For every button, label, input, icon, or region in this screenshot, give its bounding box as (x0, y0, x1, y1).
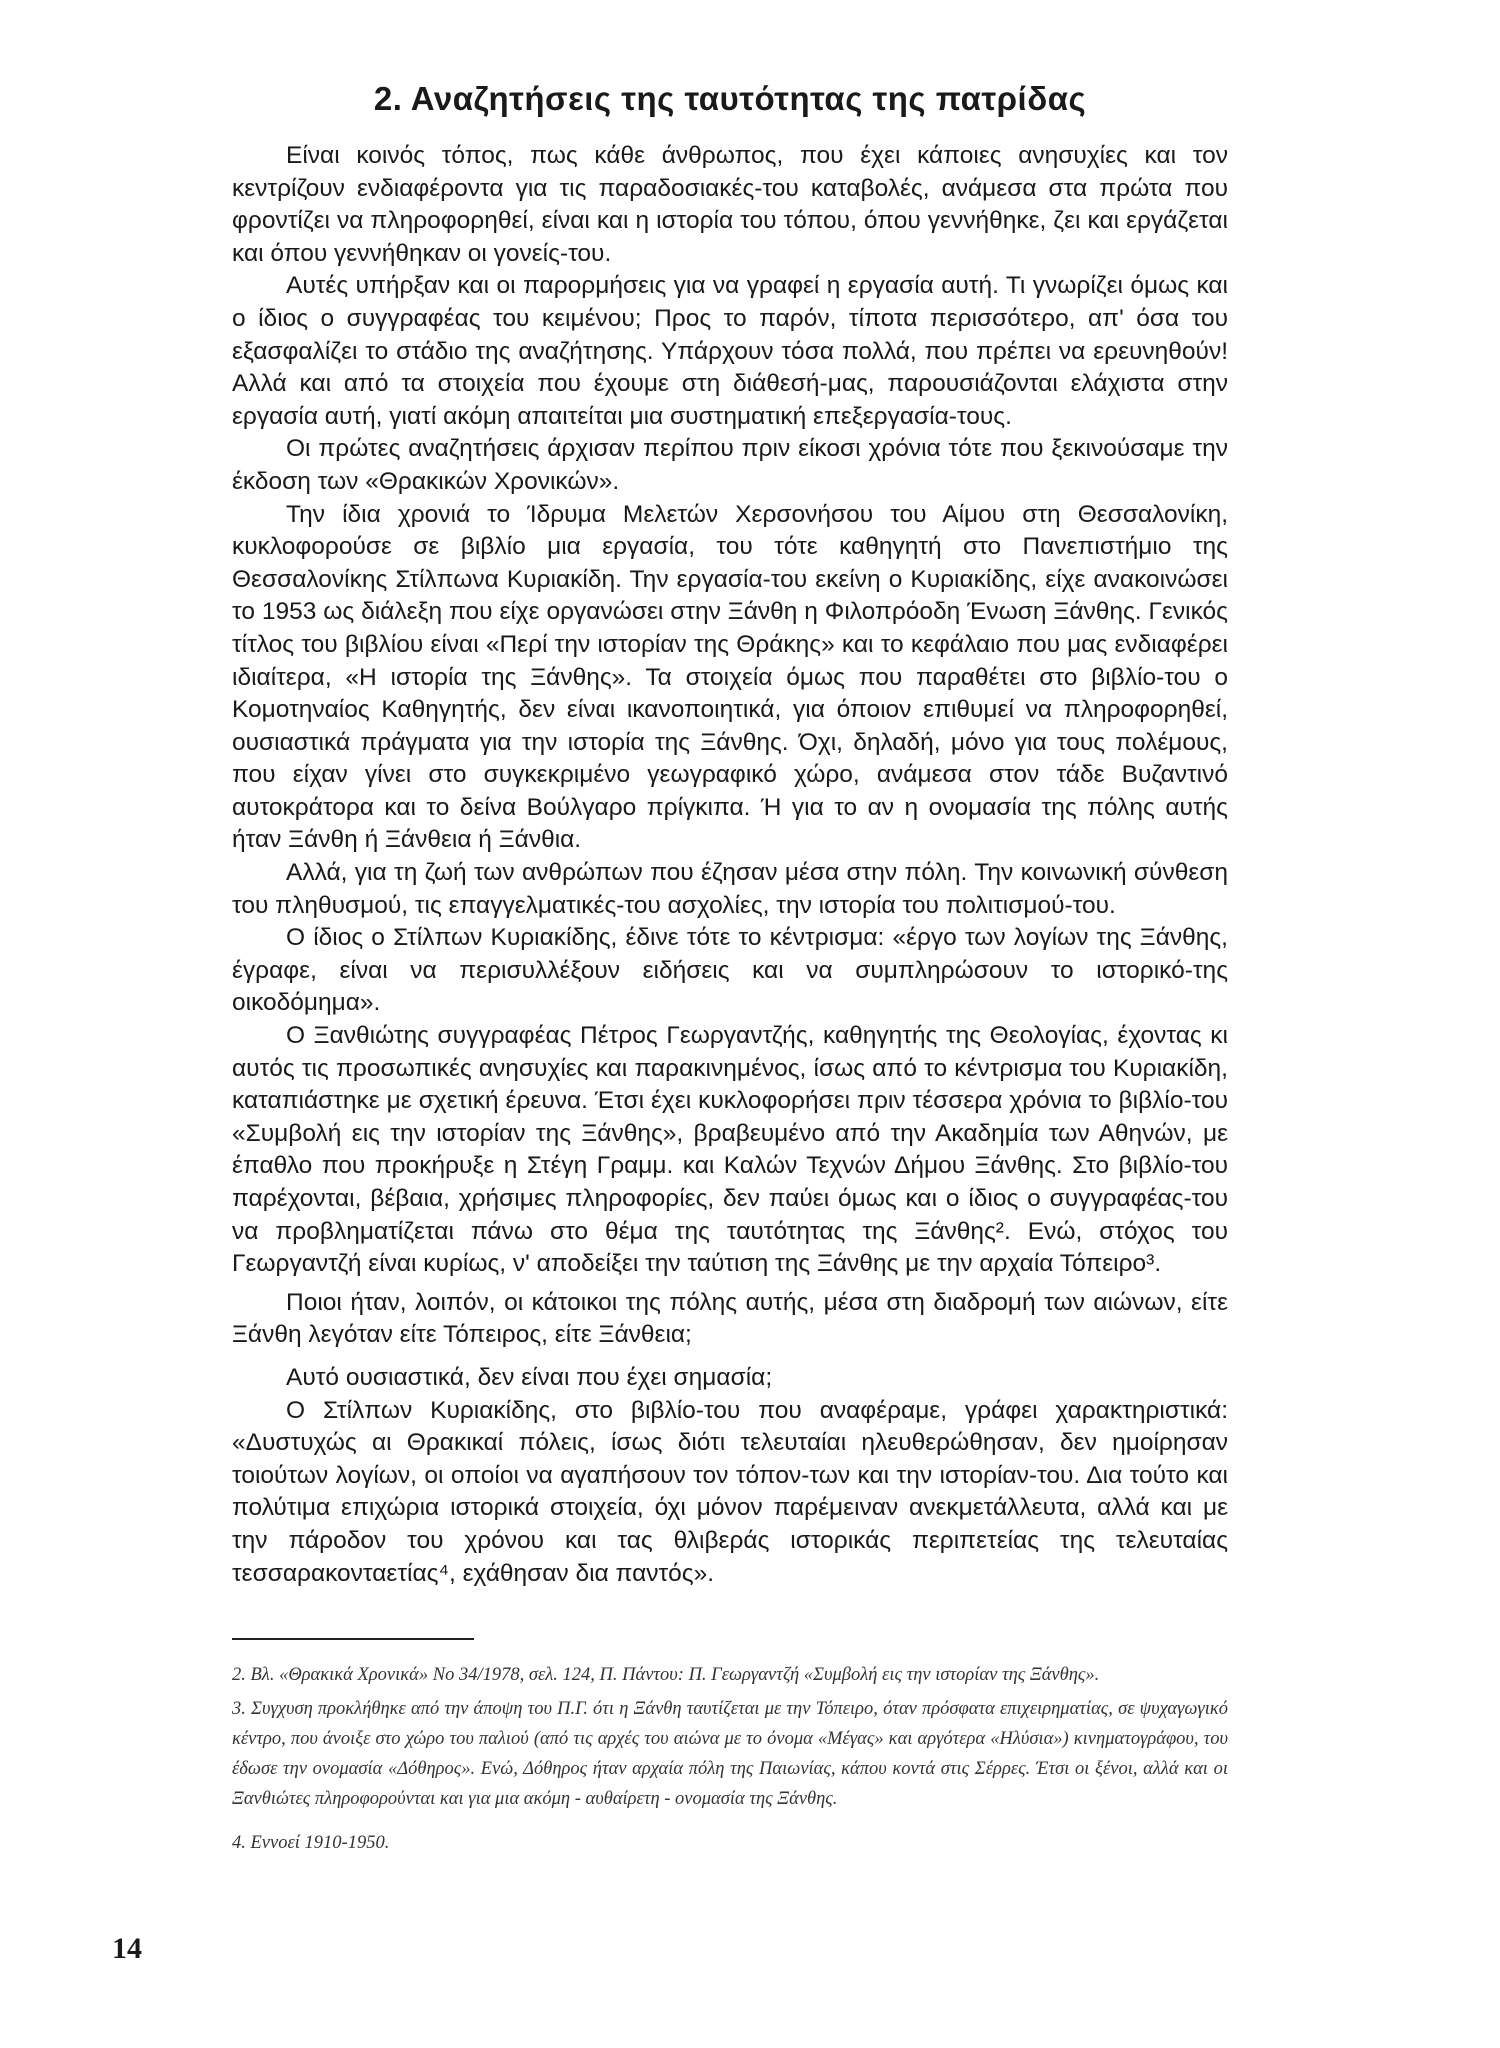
paragraph: Αυτές υπήρξαν και οι παρορμήσεις για να γραφεί η εργασία αυτή. Τι γνωρίζει όμως και ο ίδιος ο συγγραφέας του κειμένου; Προς το παρόν, τίποτα περισσότερο, απ' όσα του εξασφαλίζει το στάδιο της αναζήτησης. Υπάρχουν τόσα πολλά, που πρέπει να ερευνηθούν! Αλλά και από τα στοιχεία που έχουμε στη διάθεσή-μας, παρουσιάζονται ελάχιστα στην εργασία αυτή, γιατί ακόμη απαιτείται μια συστηματική επεξεργασία-τους. (232, 272, 1228, 430)
paragraph: Ποιοι ήταν, λοιπόν, οι κάτοικοι της πόλης αυτής, μέσα στη διαδρομή των αιώνων, είτε Ξάνθη λεγόταν είτε Τόπειρος, είτε Ξάνθεια; (232, 1288, 1228, 1349)
paragraph: Οι πρώτες αναζητήσεις άρχισαν περίπου πριν είκοσι χρόνια τότε που ξεκινούσαμε την έκδοση των «Θρακικών Χρονικών». (232, 435, 1228, 495)
paragraph: Την ίδια χρονιά το Ίδρυμα Μελετών Χερσονήσου του Αίμου στη Θεσσαλονίκη, κυκλοφορούσε σε βιβλίο μια εργασία, του τότε καθηγητή στο Πανεπιστήμιο της Θεσσαλονίκης Στίλπωνα Κυριακίδη. Την εργασία-του εκείνη ο Κυριακίδης, είχε ανακοινώσει το 1953 ως διάλεξη που είχε οργανώσει στην Ξάνθη η Φιλοπρόοδη Ένωση Ξάνθης. Γενικός τίτλος του βιβλίου είναι «Περί την ιστορίαν της Θράκης» και το κεφάλαιο που μας ενδιαφέρει ιδιαίτερα, «Η ιστορία της Ξάνθης». Τα στοιχεία όμως που παραθέτει στο βιβλίο-του ο Κομοτηναίος Καθηγητής, δεν είναι ικανοποιητικά, για όποιον επιθυμεί να πληροφορηθεί, ουσιαστικά πράγματα για την ιστορία της Ξάνθης. Όχι, δηλαδή, μόνο για τους πολέμους, που είχαν γίνει στο συγκεκριμένο γεωγραφικό χώρο, ανάμεσα στον τάδε Βυζαντινό αυτοκράτορα και το δείνα Βούλγαρο πρίγκιπα. Ή για το αν η ονομασία της πόλης αυτής ήταν Ξάνθη ή Ξάνθεια ή Ξάνθια. (232, 500, 1228, 854)
footnotes (232, 1660, 1228, 1862)
paragraph: Ο Ξανθιώτης συγγραφέας Πέτρος Γεωργαντζής, καθηγητής της Θεολογίας, έχοντας κι αυτός τις προσωπικές ανησυχίες και παρακινημένος, ίσως από το κέντρισμα του Κυριακίδη, καταπιάστηκε με σχετική έρευνα. Έτσι έχει κυκλοφορήσει πριν τέσσερα χρόνια το βιβλίο-του «Συμβολή εις την ιστορίαν της Ξάνθης», βραβευμένο από την Ακαδημία των Αθηνών, με έπαθλο που προκήρυξε η Στέγη Γραμμ. και Καλών Τεχνών Δήμου Ξάνθης. Στο βιβλίο-του παρέχονται, βέβαια, χρήσιμες πληροφορίες, δεν παύει όμως και ο ίδιος ο συγγραφέας-του να προβληματίζεται πάνω στο θέμα της ταυτότητας της Ξάνθης². Ενώ, στόχος του Γεωργαντζή είναι κυρίως, ν' αποδείξει την ταύτιση της Ξάνθης με την αρχαία Τόπειρο³. (232, 1022, 1228, 1278)
footnote-3: 3. Συγχυση προκλήθηκε από την άποψη του Π.Γ. ότι η Ξάνθη ταυτίζεται με την Τόπειρο, όταν πρόσφατα επιχειρηματίας, σε ψυχαγωγικό κέντρο, που άνοιξε στο χώρο του παλιού (από τις αρχές του αιώνα με το όνομα «Μέγας» και αργότερα «Ηλύσια») κινηματογράφου, του έδωσε την ονομασία «Δόθηρος». Ενώ, Δόθηρος ήταν αρχαία πόλη της Παιωνίας, κάπου κοντά στις Σέρρες. Έτσι οι ξένοι, αλλά και οι Ξανθιώτες πληροφορούνται και για μια ακόμη - αυθαίρετη - ονομασία της Ξάνθης. (232, 1699, 1228, 1809)
footnote-2: 2. Βλ. «Θρακικά Χρονικά» Νο 34/1978, σελ. 124, Π. Πάντου: Π. Γεωργαντζή «Συμβολή εις την ιστορίαν της Ξάνθης». (232, 1665, 1100, 1685)
paragraph: Ο ίδιος ο Στίλπων Κυριακίδης, έδινε τότε το κέντρισμα: «έργο των λογίων της Ξάνθης, έγραφε, είναι να περισυλλέξουν ειδήσεις και να συμπληρώσουν το ιστορικό-της οικοδόμημα». (232, 924, 1228, 1017)
paragraph: Αυτό ουσιαστικά, δεν είναι που έχει σημασία; (286, 1363, 773, 1391)
paragraph: Είναι κοινός τόπος, πως κάθε άνθρωπος, που έχει κάποιες ανησυχίες και τον κεντρίζουν ενδιαφέροντα για τις παραδοσιακές-του καταβολές, ανάμεσα στα πρώτα που φροντίζει να πληροφορηθεί, είναι και η ιστορία του τόπου, όπου γεννήθηκε, ζει και εργάζεται και όπου γεννήθηκαν οι γονείς-του. (232, 142, 1228, 267)
paragraph: Αλλά, για τη ζωή των ανθρώπων που έζησαν μέσα στην πόλη. Την κοινωνική σύνθεση του πληθυσμού, τις επαγγελματικές-του ασχολίες, την ιστορία του πολιτισμού-του. (232, 859, 1228, 919)
page-title: 2. Αναζητήσεις της ταυτότητας της πατρίδας (373, 80, 1087, 117)
page-number: 14 (112, 1932, 142, 1965)
footnote-divider (232, 1638, 474, 1640)
footnote-4: 4. Εννοεί 1910-1950. (232, 1833, 390, 1853)
body-text (232, 140, 1228, 1590)
paragraph: Ο Στίλπων Κυριακίδης, στο βιβλίο-του που αναφέραμε, γράφει χαρακτηριστικά: «Δυστυχώς αι Θρακικαί πόλεις, ίσως διότι τελευταίαι ηλευθερώθησαν, δεν ημοίρησαν τοιούτων λογίων, οι οποίοι να αγαπήσουν τον τόπον-των και την ιστορίαν-του. Δια τούτο και πολύτιμα επιχώρια ιστορικά στοιχεία, όχι μόνον παρέμειναν ανεκμετάλλευτα, αλλά και με την πάροδον του χρόνου και τας θλιβεράς ιστορικάς περιπετείας της τελευταίας τεσσαρακονταετίας⁴, εχάθησαν δια παντός». (232, 1396, 1228, 1587)
